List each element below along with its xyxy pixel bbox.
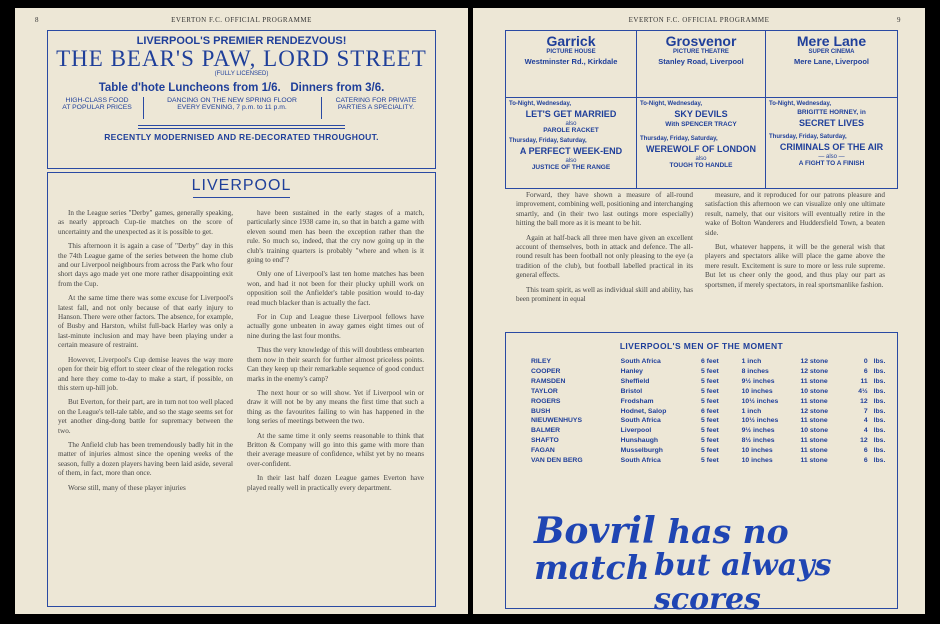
paragraph: The next hour or so will show. Yet if Liverpool win or draw it will not be by any means the first time that such a thing as the favourites failing to win has happened in the long series of meetings between the two.	[247, 388, 424, 426]
birthplace: South Africa	[620, 417, 661, 425]
weight-stone: 11 stone	[800, 377, 828, 385]
paragraph: At the same time there was some excuse for Liverpool's latest fall, and not only because of that early injury to Hanson. There were other factors. The absence, for example, of Busby and Harston, whilst full-back Harley was only a last-minute inclusion and may have been playing under a certain measure of restraint.	[58, 294, 233, 350]
bovril-brand: Bovril	[534, 510, 656, 552]
weight-lbs: 12	[860, 397, 868, 405]
unit: lbs.	[873, 358, 886, 365]
ad-licence: (FULLY LICENSED)	[214, 71, 269, 77]
cinema-location: Stanley Road, Liverpool	[658, 57, 744, 66]
cinema-location: Mere Lane, Liverpool	[793, 57, 870, 66]
player-name: VAN DEN BERG	[531, 457, 583, 465]
player-name: FAGAN	[531, 447, 555, 455]
birthplace: Hodnet, Salop	[620, 407, 667, 415]
film-title: SKY DEVILS	[674, 109, 728, 119]
weight-lbs: 6	[863, 447, 868, 455]
unit: lbs.	[873, 437, 886, 445]
unit: lbs.	[873, 417, 886, 425]
paragraph: Only one of Liverpool's last ten home matches has been won, and had it not been for their plucky uphill work on opposition soil the Anfielder's table position would to-day read much blacker than is actually the fact.	[247, 270, 424, 307]
unit: lbs.	[873, 447, 886, 455]
weight-lbs: 4	[863, 427, 868, 435]
height-feet: 5 feet	[700, 377, 719, 385]
right-page	[473, 8, 925, 614]
height-inches: 10 inches	[741, 447, 773, 455]
men-of-the-moment-box	[505, 332, 898, 614]
height-feet: 6 feet	[700, 358, 719, 365]
table-row	[528, 367, 897, 377]
weight-lbs: 12	[860, 437, 868, 445]
ad-dinners: Dinners from 3/6.	[290, 82, 385, 94]
height-inches: 9½ inches	[741, 377, 775, 385]
height-feet: 5 feet	[700, 447, 719, 455]
paragraph: have been sustained in the early stages of a match, particularly since 1938 came in, so that in batch a game with eleven sound men has been the exception rather than the rule. So much so, indeed, that the cry now going up in the club's training quarters is probably "where and when is it going to end"?	[247, 209, 424, 265]
bovril-slogan-line2: but always scores	[654, 548, 832, 614]
height-feet: 5 feet	[700, 457, 719, 465]
film-title: PAROLE RACKET	[543, 127, 599, 134]
player-name: COOPER	[531, 367, 561, 375]
height-inches: 10 inches	[741, 457, 773, 465]
weight-stone: 11 stone	[800, 447, 828, 455]
paragraph: Worse still, many of these player injuries	[68, 483, 186, 492]
running-header: EVERTON F.C. OFFICIAL PROGRAMME	[171, 16, 312, 24]
table-row	[528, 436, 897, 446]
birthplace: Hunshaugh	[620, 437, 659, 445]
title-underline	[193, 197, 290, 198]
ad-divider	[138, 125, 345, 129]
paragraph: But, whatever happens, it will be the general wish that players and spectators alike will place the game above the mere result. Excitement is sure to more or less rule supreme. But let us cheer only the good, and thus play our part as sportsmen, if merely spectators, in real sportsmanlike fashion.	[705, 243, 885, 289]
weight-stone: 11 stone	[800, 437, 828, 445]
birthplace: Bristol	[620, 387, 643, 395]
paragraph: However, Liverpool's Cup demise leaves the way more open for their big effort to steer clear of the relegation rocks and here they come to-day to make a start, if possible, on this stern up-hill job.	[58, 355, 233, 392]
weight-stone: 12 stone	[800, 358, 829, 365]
unit: lbs.	[873, 397, 886, 405]
mere-lane-programme: To-Night, Wednesday, BRIGITTE HORNEY, in SECRET LIVES Thursday, Friday, Saturday, CRIMINALS OF THE AIR — also — A FIGHT TO A FINISH	[769, 101, 894, 167]
weight-lbs: 7	[863, 407, 868, 415]
weight-stone: 12 stone	[800, 367, 829, 375]
birthplace: Sheffield	[620, 377, 650, 385]
height-inches: 8 inches	[741, 367, 769, 375]
birthplace: Liverpool	[620, 427, 652, 435]
page-number: 8	[35, 16, 39, 24]
paragraph: In their last half dozen League games Everton have played really well in practically every department.	[247, 474, 424, 492]
birthplace: Musselburgh	[620, 447, 663, 455]
film-title: A FIGHT TO A FINISH	[798, 160, 865, 167]
table-row	[528, 387, 897, 397]
paragraph: measure, and it reproduced for our patrons pleasure and satisfaction this afternoon we can visualize only one ultimate result, namely, that our visitors will eventually retire in the wake of Bolton Wanderers and Huddersfield Town, a beaten side.	[705, 191, 885, 237]
player-name: BALMER	[531, 427, 561, 435]
ad-features	[48, 97, 435, 123]
height-inches: 10 inches	[741, 387, 773, 395]
paragraph: At the same time it only seems reasonable to think that Britton & Company will go into this game with more than their average measure of confidence, whilst yet by no means over-confident.	[247, 431, 424, 468]
table-row	[528, 397, 897, 407]
ad-catering: CATERING FOR PRIVATE PARTIES A SPECIALITY.	[335, 97, 417, 111]
paragraph: But Everton, for their part, are in turn not too well placed on the League's tell-tale table, and so the stage seems set for yet another ding-dong battle for supremacy between the two.	[58, 398, 233, 435]
cinema-name: Mere Lane	[796, 33, 867, 49]
bovril-slogan: has no match	[534, 512, 789, 587]
weight-stone: 11 stone	[800, 397, 828, 405]
cinema-location: Westminster Rd., Kirkdale	[524, 57, 618, 66]
birthplace: South Africa	[620, 358, 661, 365]
player-name: NIEUWENHUYS	[531, 417, 582, 425]
height-feet: 5 feet	[700, 427, 719, 435]
weight-lbs: 6	[863, 367, 868, 375]
table-row	[528, 377, 897, 387]
men-title: LIVERPOOL'S MEN OF THE MOMENT	[619, 341, 784, 351]
height-feet: 5 feet	[700, 437, 719, 445]
player-name: RILEY	[531, 358, 552, 365]
birthplace: Hanley	[620, 367, 643, 375]
table-row	[528, 446, 897, 456]
unit: lbs.	[873, 427, 886, 435]
unit: lbs.	[873, 457, 886, 465]
weight-lbs: 6	[863, 457, 868, 465]
ad-luncheons: Table d'hote Luncheons from 1/6.	[98, 82, 281, 94]
table-row	[528, 456, 897, 466]
continuation-column-1	[516, 191, 693, 309]
weight-stone: 12 stone	[800, 407, 829, 415]
film-title: JUSTICE OF THE RANGE	[531, 164, 611, 171]
cinema-name: Grosvenor	[665, 33, 737, 49]
garrick-programme: To-Night, Wednesday, LET'S GET MARRIED also PAROLE RACKET Thursday, Friday, Saturday, A PERFECT WEEK-END also JUSTICE OF THE RANGE	[509, 101, 633, 171]
ad-prices	[48, 82, 435, 94]
paragraph: Again at half-back all three men have given an excellent account of themselves, both in attack and defence. The all-round result has been football not only pleasing to the eye (a tradition of the club), but football labelled practical in its general effects.	[516, 233, 693, 280]
paragraph: For in Cup and League these Liverpool fellows have actually gone unbeaten in away games eight times out of nine during the last four months.	[247, 313, 424, 340]
film-title: A PERFECT WEEK-END	[519, 146, 623, 156]
birthplace: South Africa	[620, 457, 661, 465]
player-name: BUSH	[531, 407, 551, 415]
players-table	[528, 357, 897, 466]
player-name: ROGERS	[531, 397, 561, 405]
height-inches: 9½ inches	[741, 427, 775, 435]
unit: lbs.	[873, 377, 886, 385]
weight-lbs: 4	[863, 417, 868, 425]
paragraph: This afternoon it is again a case of "Derby" day in this the 74th League game of the series between the home club and our Liverpool neighbours from across the Park who four short days ago made yet one more rather disappointing exit from the Cup.	[58, 242, 233, 288]
unit: lbs.	[873, 407, 886, 415]
ad-food: HIGH-CLASS FOOD AT POPULAR PRICES	[62, 97, 132, 111]
ad-tagline: LIVERPOOL'S PREMIER RENDEZVOUS!	[136, 35, 347, 47]
article-column-2	[247, 209, 424, 498]
height-feet: 6 feet	[700, 407, 719, 415]
unit: lbs.	[873, 367, 886, 375]
paragraph: This team spirit, as well as individual skill and ability, has been prominent in equal	[516, 285, 693, 304]
weight-stone: 10 stone	[800, 387, 829, 395]
liverpool-article	[47, 172, 436, 607]
cinema-type: PICTURE THEATRE	[673, 49, 729, 55]
continuation-column-2	[705, 191, 885, 295]
table-row	[528, 426, 897, 436]
film-title: SECRET LIVES	[798, 118, 864, 128]
table-row	[528, 357, 897, 367]
cinema-name: Garrick	[546, 33, 596, 49]
weight-stone: 10 stone	[800, 427, 829, 435]
paragraph: In the League series "Derby" games, generally speaking, as nearly approach Cup-tie matches on the score of uncertainty and the unexpected as it is possible to get.	[58, 209, 233, 236]
ad-headline: THE BEAR'S PAW, LORD STREET	[56, 46, 427, 71]
film-title: WEREWOLF OF LONDON	[646, 144, 756, 154]
bears-paw-advert	[47, 30, 436, 169]
weight-lbs: 11	[860, 377, 868, 385]
height-feet: 5 feet	[700, 417, 719, 425]
left-page	[15, 8, 468, 614]
film-title: CRIMINALS OF THE AIR	[779, 142, 884, 152]
page-number: 9	[897, 16, 901, 24]
ad-dancing: DANCING ON THE NEW SPRING FLOOR EVERY EVENING, 7 p.m. to 11 p.m.	[167, 97, 297, 111]
height-inches: 10½ inches	[741, 417, 779, 425]
film-title: LET'S GET MARRIED	[525, 109, 617, 119]
height-feet: 5 feet	[700, 387, 719, 395]
height-feet: 5 feet	[700, 367, 719, 375]
player-name: TAYLOR	[531, 387, 558, 395]
height-inches: 1 inch	[741, 358, 762, 365]
height-inches: 1 inch	[741, 407, 762, 415]
table-row	[528, 407, 897, 417]
film-title: TOUGH TO HANDLE	[669, 162, 733, 169]
weight-stone: 11 stone	[800, 457, 828, 465]
player-name: SHAFTO	[531, 437, 559, 445]
cinema-listings	[505, 30, 898, 189]
ad-footer: RECENTLY MODERNISED AND RE-DECORATED THROUGHOUT.	[104, 132, 379, 142]
table-row	[528, 416, 897, 426]
cinema-type: SUPER CINEMA	[808, 49, 855, 55]
cinema-type: PICTURE HOUSE	[546, 49, 596, 55]
weight-stone: 11 stone	[800, 417, 828, 425]
player-name: RAMSDEN	[531, 377, 566, 385]
article-column-1	[58, 209, 233, 498]
birthplace: Frodsham	[620, 397, 654, 405]
weight-lbs: 4½	[858, 387, 868, 395]
height-feet: 5 feet	[700, 397, 719, 405]
paragraph: The Anfield club has been tremendously badly hit in the matter of injuries almost since the opening weeks of the season, fully a dozen players having been laid aside, several of them, in fact, more than once.	[58, 440, 233, 478]
height-inches: 10½ inches	[741, 397, 779, 405]
weight-lbs: 0	[863, 358, 868, 365]
unit: lbs.	[873, 387, 886, 395]
running-header: EVERTON F.C. OFFICIAL PROGRAMME	[628, 16, 770, 24]
paragraph: Forward, they have shown a measure of all-round improvement, combining well, positioning and interchanging smartly, and (in their two last outings more especially) hitting the ball more as it is meant to be hit.	[516, 191, 693, 228]
height-inches: 8½ inches	[741, 437, 775, 445]
article-title: LIVERPOOL	[191, 177, 292, 194]
grosvenor-programme: To-Night, Wednesday, SKY DEVILS With SPENCER TRACY Thursday, Friday, Saturday, WEREWOLF OF LONDON also TOUGH TO HANDLE	[640, 101, 762, 169]
paragraph: Thus the very knowledge of this will doubtless embearten them now in their search for further almost priceless points. Can they keep up their remarkable sequence of good conduct marks in the enemy's camp?	[247, 346, 424, 383]
